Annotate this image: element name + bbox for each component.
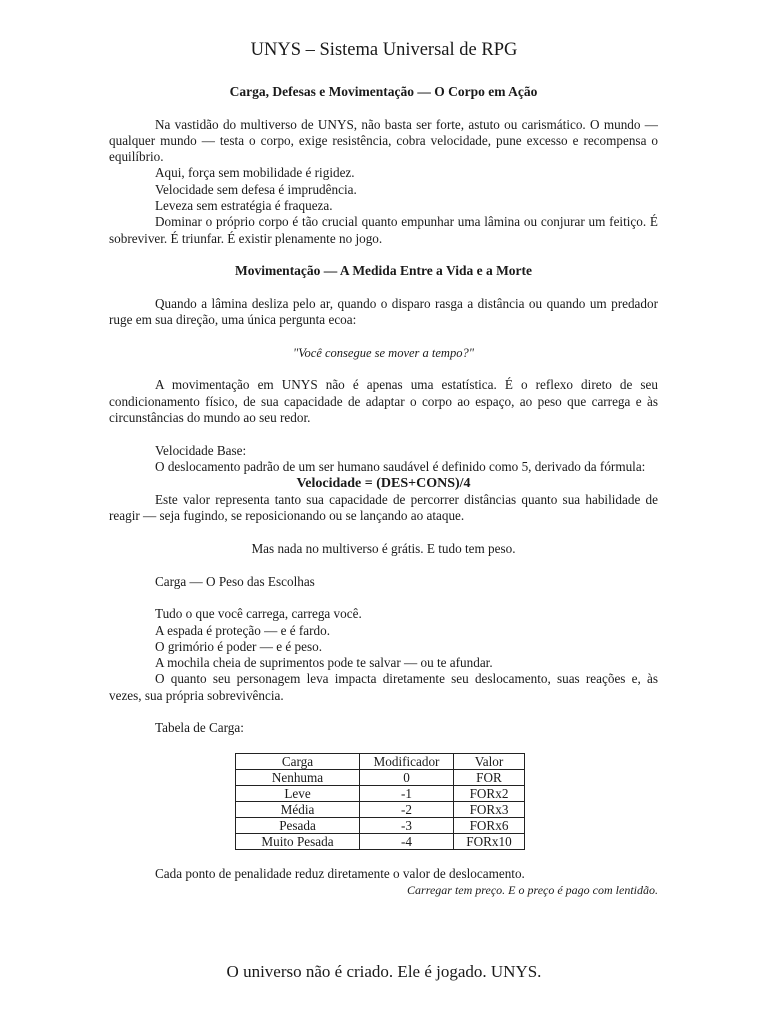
table-header-row <box>236 753 525 769</box>
column-header-carga: Carga <box>236 753 360 769</box>
aside-nada-gratis: Mas nada no multiverso é grátis. E tudo tem peso. <box>251 541 516 557</box>
table-row <box>236 769 525 785</box>
table-row <box>236 801 525 817</box>
cell-modificador: -3 <box>360 817 454 833</box>
section-heading-carga-defesas: Carga, Defesas e Movimentação — O Corpo em Ação <box>229 84 538 99</box>
table-row <box>236 833 525 849</box>
line-espada: A espada é proteção — e é fardo. <box>155 622 331 638</box>
cell-modificador: -2 <box>360 801 454 817</box>
cell-carga: Muito Pesada <box>236 833 360 849</box>
page-footer: O universo não é criado. Ele é jogado. UNYS. <box>226 962 542 981</box>
cell-modificador: 0 <box>360 769 454 785</box>
paragraph-movimentacao: A movimentação em UNYS não é apenas uma estatística. É o reflexo direto de seu condicionamento físico, de sua capacidade de adaptar o corpo ao espaço, ao peso que carrega e às circunstâncias do mundo ao seu redor. <box>109 377 658 425</box>
cell-carga: Nenhuma <box>236 769 360 785</box>
line-velocidade: Velocidade sem defesa é imprudência. <box>155 181 357 197</box>
cell-valor: FORx10 <box>454 833 525 849</box>
paragraph-impacto: O quanto seu personagem leva impacta diretamente seu deslocamento, suas reações e, às vezes, sua própria sobrevivência. <box>109 671 658 703</box>
carga-table <box>235 753 525 850</box>
cell-valor: FORx2 <box>454 785 525 801</box>
paragraph-dominar: Dominar o próprio corpo é tão crucial quanto empunhar uma lâmina ou conjurar um feitiço. É sobreviver. É triunfar. É existir plenamente no jogo. <box>109 214 658 246</box>
paragraph-valor: Este valor representa tanto sua capacidade de percorrer distâncias quanto sua habilidade de reagir — seja fugindo, se reposicionando ou se lançando ao ataque. <box>109 492 658 524</box>
column-header-modificador: Modificador <box>360 753 454 769</box>
page-header: UNYS – Sistema Universal de RPG <box>250 40 518 60</box>
cell-modificador: -1 <box>360 785 454 801</box>
line-leveza: Leveza sem estratégia é fraqueza. <box>155 198 333 214</box>
line-mochila: A mochila cheia de suprimentos pode te salvar — ou te afundar. <box>155 655 493 671</box>
line-carrega: Tudo o que você carrega, carrega você. <box>155 606 362 622</box>
paragraph-intro: Na vastidão do multiverso de UNYS, não basta ser forte, astuto ou carismático. O mundo — qualquer mundo — testa o corpo, exige resistência, cobra velocidade, pune excesso e recompensa o equilíbrio. <box>109 116 658 165</box>
line-forca: Aqui, força sem mobilidade é rigidez. <box>155 165 355 181</box>
cell-valor: FORx3 <box>454 801 525 817</box>
line-grimorio: O grimório é poder — e é peso. <box>155 638 322 654</box>
cell-carga: Pesada <box>236 817 360 833</box>
cell-valor: FORx6 <box>454 817 525 833</box>
paragraph-lamina: Quando a lâmina desliza pelo ar, quando o disparo rasga a distância ou quando um predador ruge em sua direção, uma única pergunta ecoa: <box>109 295 658 328</box>
section-heading-carga: Carga — O Peso das Escolhas <box>155 573 315 589</box>
cell-carga: Leve <box>236 785 360 801</box>
cell-modificador: -4 <box>360 833 454 849</box>
quote-mover-a-tempo: "Você consegue se mover a tempo?" <box>293 345 474 360</box>
table-row <box>236 817 525 833</box>
label-velocidade-base: Velocidade Base: <box>155 442 247 458</box>
column-header-valor: Valor <box>454 753 525 769</box>
section-heading-movimentacao: Movimentação — A Medida Entre a Vida e a Morte <box>234 263 533 279</box>
cell-carga: Média <box>236 801 360 817</box>
table-row <box>236 785 525 801</box>
label-tabela-carga: Tabela de Carga: <box>155 720 244 736</box>
document-body <box>109 84 658 898</box>
paragraph-penalidade: Cada ponto de penalidade reduz diretamente o valor de deslocamento. <box>155 865 525 881</box>
formula-velocidade: Velocidade = (DES+CONS)/4 <box>296 476 471 492</box>
tagline-preco: Carregar tem preço. E o preço é pago com lentidão. <box>407 882 658 897</box>
paragraph-deslocamento: O deslocamento padrão de um ser humano saudável é definido como 5, derivado da fórmula: <box>155 458 646 474</box>
cell-valor: FOR <box>454 769 525 785</box>
